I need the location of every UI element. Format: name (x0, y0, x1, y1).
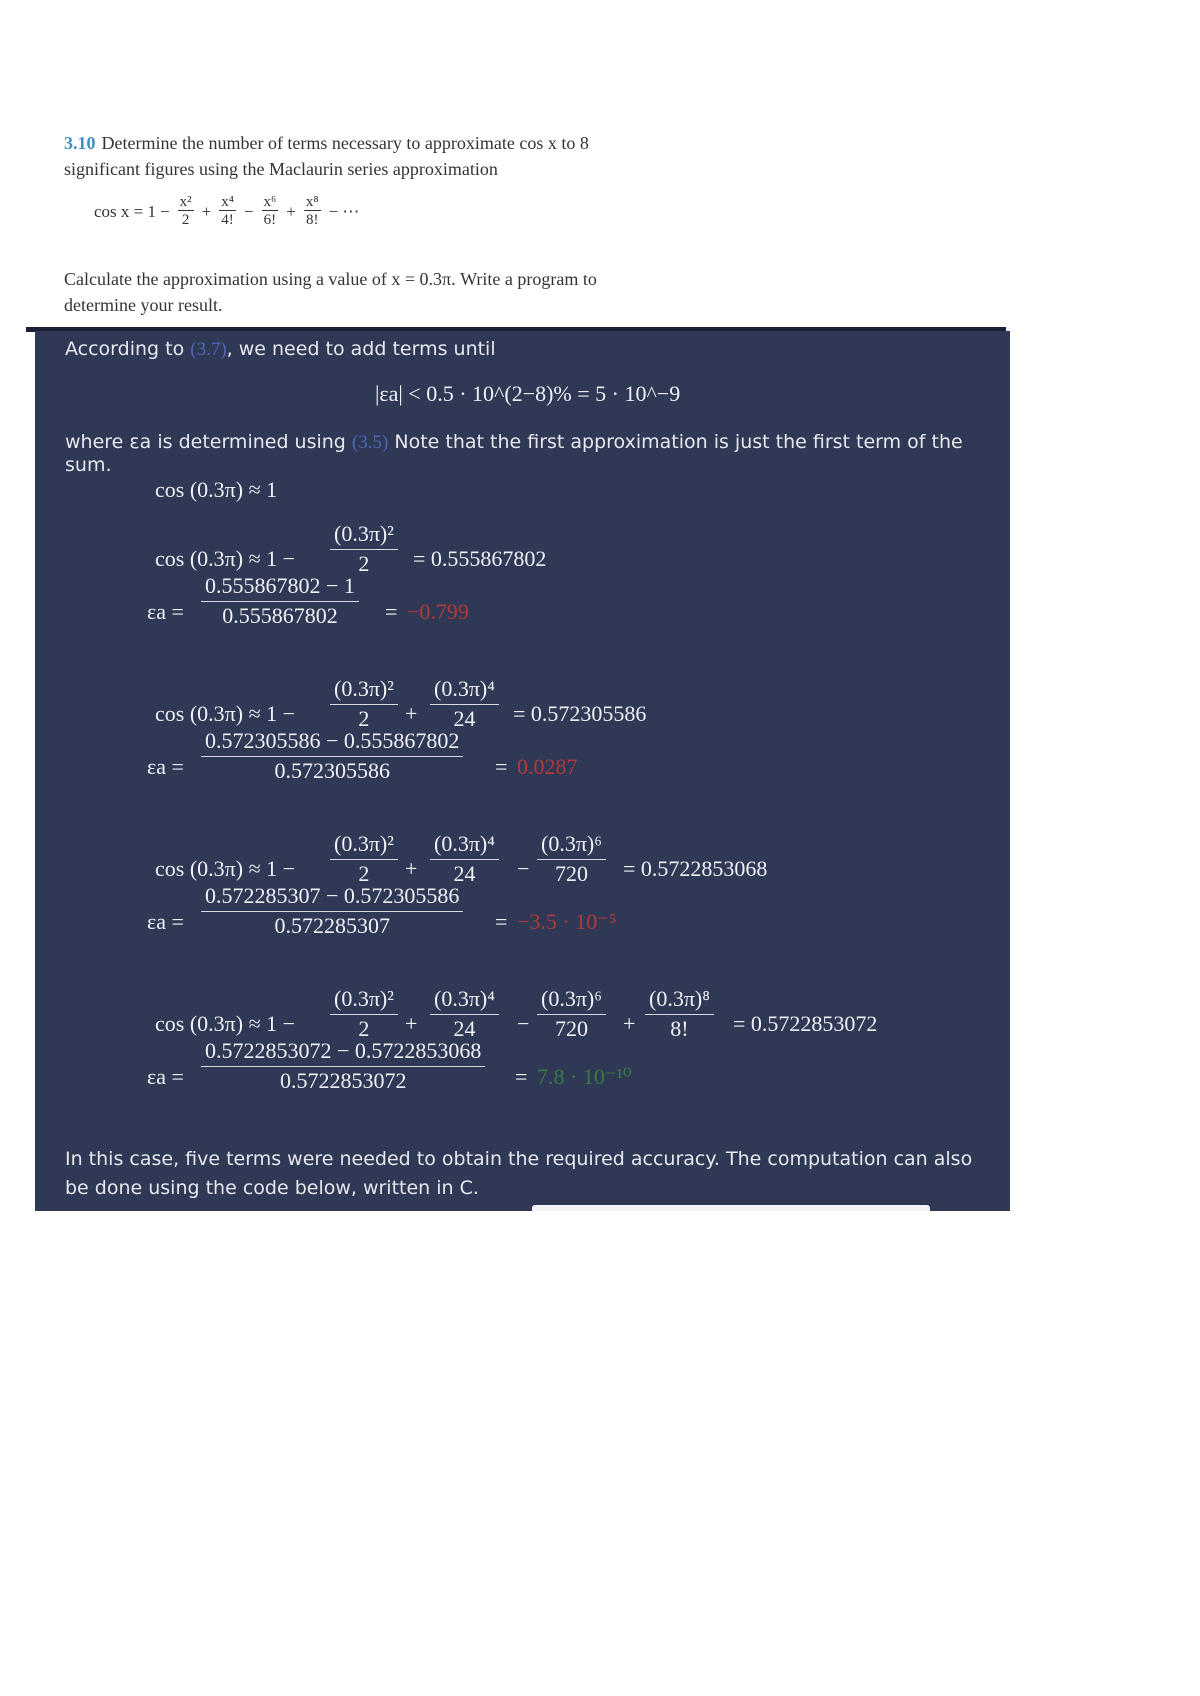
equation-ref-3-7[interactable]: (3.7) (190, 339, 227, 360)
equation-ref-3-5[interactable]: (3.5) (351, 432, 389, 453)
series-term-3: $\frac{\text{x⁶}}{6!}$ (263, 194, 277, 228)
calculation-instruction: Calculate the approximation using a value of x = 0.3π. Write a program to determine your result. (64, 269, 597, 315)
problem-statement (64, 130, 624, 182)
step1-error-value: −0.799 (407, 599, 469, 624)
step4-plus2: + (623, 1011, 636, 1036)
stopping-criterion: |εa| < 0.5 · 10^(2−8)% = 5 · 10^−9 (375, 381, 681, 406)
step4-minus: − (517, 1011, 530, 1036)
step3-eq: = (495, 909, 508, 934)
step3-error-value: −3.5 · 10⁻⁵ (517, 909, 617, 934)
step3-term-x2: (0.3π)² 2 (330, 829, 398, 888)
step4-result: = 0.5722853072 (733, 1011, 878, 1036)
solution-panel (35, 331, 1010, 1211)
step4-lhs: cos (0.3π) ≈ 1 − (155, 1011, 296, 1036)
step0-approximation: cos (0.3π) ≈ 1 (155, 477, 278, 502)
step3-minus: − (517, 856, 530, 881)
step2-error-fraction: 0.572305586 − 0.555867802 0.572305586 (201, 726, 463, 785)
step4-plus: + (405, 1011, 418, 1036)
step4-eq: = (515, 1064, 528, 1089)
step2-term-x4: (0.3π)⁴ 24 (430, 674, 499, 733)
where-line: where εa is determined using (3.5) Note that the first approximation is just the first term of the sum. (65, 431, 963, 476)
step3-result: = 0.5722853068 (623, 856, 768, 881)
step2-lhs: cos (0.3π) ≈ 1 − (155, 701, 296, 726)
maclaurin-series: cos x = 1 − $\frac{\text{x²}}{2}$ + $\frac{\text{x⁴}}{4!}$ − $\frac{\text{x⁶}}{6!}$ + $\frac{\text{x⁸}}{8!}$ − ⋯ (94, 194, 360, 228)
step1-eq: = (385, 599, 398, 624)
series-tail: − ⋯ (328, 201, 360, 221)
step4-term-x4: (0.3π)⁴ 24 (430, 984, 499, 1043)
step2-eq: = (495, 754, 508, 779)
step4-ea-label: εa = (147, 1064, 184, 1089)
step2-ea-label: εa = (147, 754, 184, 779)
step3-term-x6: (0.3π)⁶ 720 (537, 829, 606, 888)
step4-term-x8: (0.3π)⁸ 8! (645, 984, 714, 1043)
intro-line: According to (3.7), we need to add terms until (65, 338, 496, 360)
step3-plus: + (405, 856, 418, 881)
step2-term-x2: (0.3π)² 2 (330, 674, 398, 733)
step3-error-fraction: 0.572285307 − 0.572305586 0.572285307 (201, 881, 463, 940)
step1-ea-label: εa = (147, 599, 184, 624)
step4-term-x6: (0.3π)⁶ 720 (537, 984, 606, 1043)
series-term-2: $\frac{\text{x⁴}}{4!}$ (221, 194, 234, 228)
step2-error-value: 0.0287 (517, 754, 578, 779)
step3-term-x4: (0.3π)⁴ 24 (430, 829, 499, 888)
step4-term-x2: (0.3π)² 2 (330, 984, 398, 1043)
step2-plus: + (405, 701, 418, 726)
step1-result: = 0.555867802 (413, 546, 547, 571)
step2-result: = 0.572305586 (513, 701, 647, 726)
problem-text: Determine the number of terms necessary to approximate cos x to 8 significant figures using the Maclaurin series approximation (64, 133, 589, 179)
step1-error-fraction: 0.555867802 − 1 0.555867802 (201, 571, 359, 630)
step4-error-value: 7.8 · 10⁻¹⁰ (537, 1064, 632, 1089)
series-lhs: cos x = 1 (94, 201, 156, 221)
step1-lhs: cos (0.3π) ≈ 1 − (155, 546, 296, 571)
code-block-edge (532, 1205, 930, 1211)
conclusion-text: In this case, five terms were needed to obtain the required accuracy. The computation can also be done using the code below, written in C. (65, 1148, 973, 1199)
step1-term-x2: (0.3π)² 2 (330, 519, 398, 578)
problem-number: 3.10 (64, 133, 96, 153)
step3-ea-label: εa = (147, 909, 184, 934)
step3-lhs: cos (0.3π) ≈ 1 − (155, 856, 296, 881)
step4-error-fraction: 0.5722853072 − 0.5722853068 0.5722853072 (201, 1036, 485, 1095)
series-term-1: $\frac{\text{x²}}{2}$ (179, 194, 192, 228)
series-term-4: $\frac{\text{x⁸}}{8!}$ (305, 194, 319, 228)
